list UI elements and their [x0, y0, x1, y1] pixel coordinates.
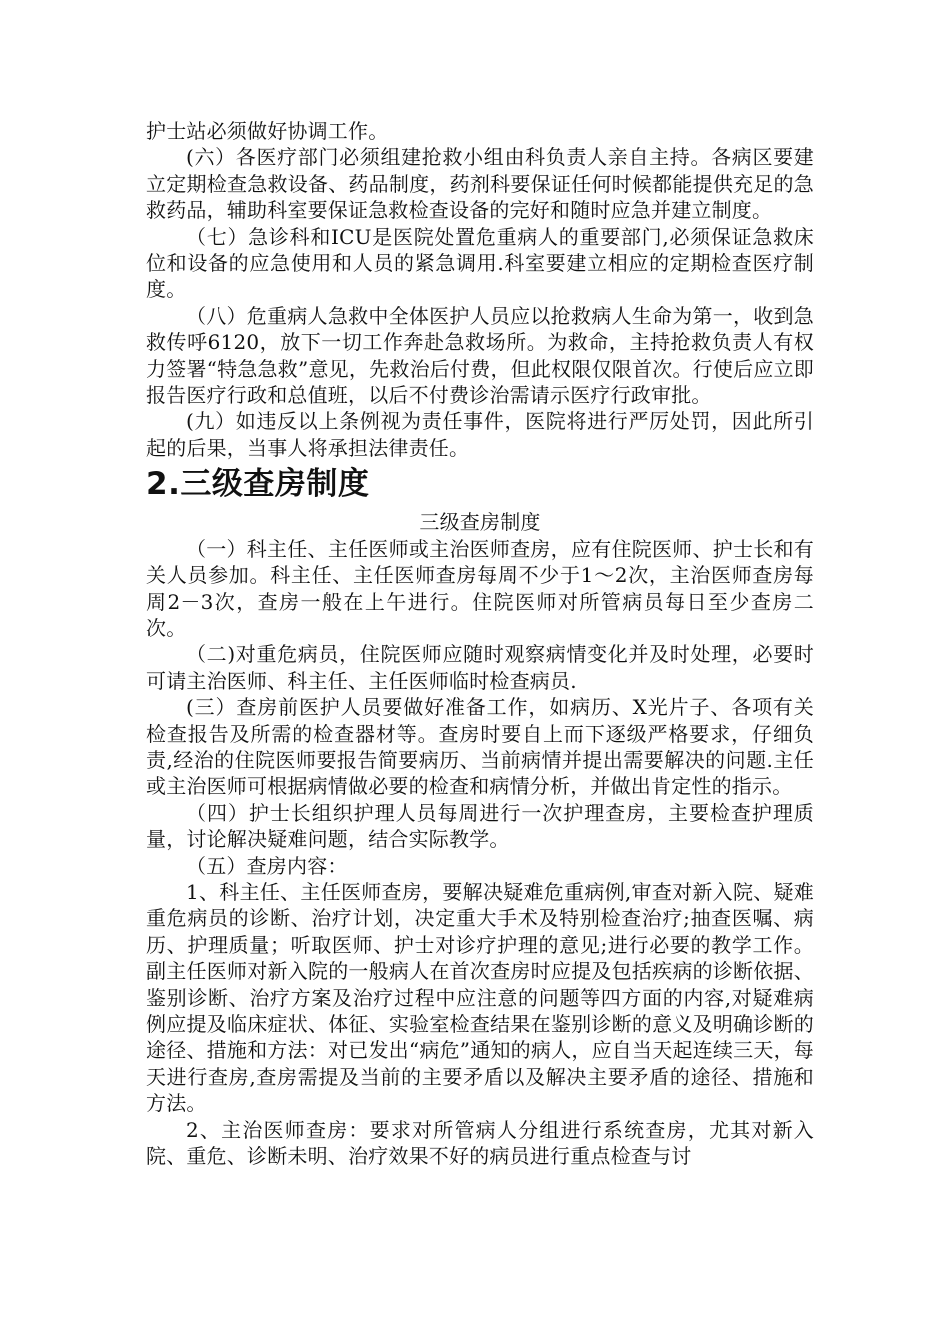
paragraph-rounds-3: (三）查房前医护人员要做好准备工作，如病历、X光片子、各项有关检查报告及所需的检查器材等。查房时要自上而下逐级严格要求，仔细负责,经治的住院医师要报告简要病历、当前病情并提出需要解决的问题.主任或主治医师可根据病情做必要的检查和病情分析，并做出肯定性的指示。 [146, 695, 814, 799]
paragraph-rounds-content-2: 2、主治医师查房：要求对所管病人分组进行系统查房，尤其对新入院、重危、诊断未明、治疗效果不好的病员进行重点检查与讨 [146, 1117, 814, 1169]
document-page [146, 118, 814, 1169]
paragraph-item-9: (九）如违反以上条例视为责任事件，医院将进行严厉处罚，因此所引起的后果，当事人将承担法律责任。 [146, 409, 814, 460]
paragraph-continuation: 护士站必须做好协调工作。 [146, 119, 389, 143]
section-subtitle: 三级查房制度 [419, 510, 541, 535]
paragraph-item-6: (六）各医疗部门必须组建抢救小组由科负责人亲自主持。各病区要建立定期检查急救设备、药品制度，药剂科要保证任何时候都能提供充足的急救药品，辅助科室要保证急救检查设备的完好和随时应急并建立制度。 [146, 145, 814, 223]
paragraph-rounds-2: （二)对重危病员，住院医师应随时观察病情变化并及时处理，必要时可请主治医师、科主任、主任医师临时检查病员. [146, 642, 814, 693]
paragraph-item-8: （八）危重病人急救中全体医护人员应以抢救病人生命为第一，收到急救传呼6120，放下一切工作奔赴急救场所。为救命，主持抢救负责人有权力签署“特急急救”意见，先救治后付费，但此权限仅限首次。行使后应立即报告医疗行政和总值班，以后不付费诊治需请示医疗行政审批。 [146, 303, 814, 408]
paragraph-rounds-1: （一）科主任、主任医师或主治医师查房，应有住院医师、护士长和有关人员参加。科主任、主任医师查房每周不少于1～2次，主治医师查房每周2－3次，查房一般在上午进行。住院医师对所管病员每日至少查房二次。 [146, 536, 814, 640]
section-heading: 2.三级查房制度 [146, 466, 370, 503]
paragraph-rounds-4: （四）护士长组织护理人员每周进行一次护理查房，主要检查护理质量，讨论解决疑难问题，结合实际教学。 [146, 800, 814, 852]
paragraph-rounds-content-1: 1、科主任、主任医师查房，要解决疑难危重病例,审查对新入院、疑难重危病员的诊断、治疗计划，决定重大手术及特别检查治疗;抽查医嘱、病历、护理质量；听取医师、护士对诊疗护理的意见;进行必要的教学工作。副主任医师对新入院的一般病人在首次查房时应提及包括疾病的诊断依据、鉴别诊断、治疗方案及治疗过程中应注意的问题等四方面的内容,对疑难病例应提及临床症状、体征、实验室检查结果在鉴别诊断的意义及明确诊断的途径、措施和方法：对已发出“病危”通知的病人，应自当天起连续三天，每天进行查房,查房需提及当前的主要矛盾以及解决主要矛盾的途径、措施和方法。 [146, 879, 814, 1116]
paragraph-item-7: （七）急诊科和ICU是医院处置危重病人的重要部门,必须保证急救床位和设备的应急使用和人员的紧急调用.科室要建立相应的定期检查医疗制度。 [146, 224, 814, 302]
paragraph-rounds-5: （五）查房内容： [186, 853, 348, 878]
